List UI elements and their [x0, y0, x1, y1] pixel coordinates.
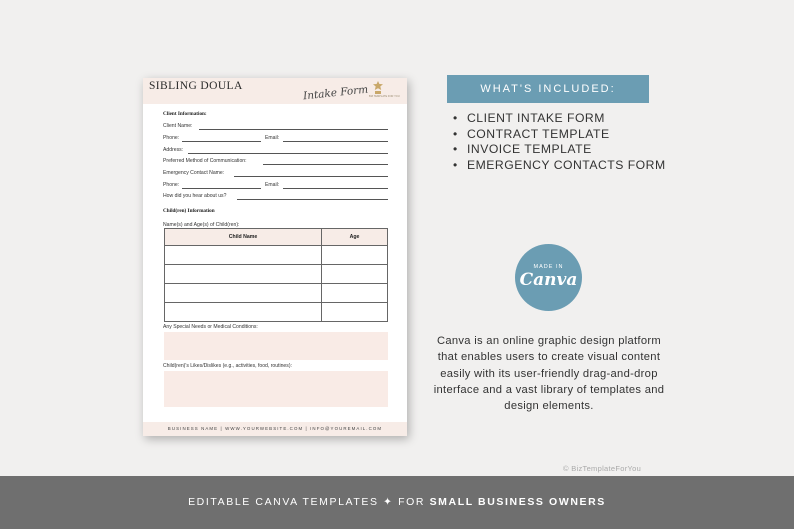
list-item-label: INVOICE TEMPLATE	[467, 142, 592, 156]
field-client-name: Client Name:	[163, 123, 193, 129]
watermark: © BizTemplateForYou	[563, 464, 642, 473]
children-section-title: Child(ren) Information	[163, 208, 215, 214]
field-email: Email:	[265, 135, 280, 141]
bullet-icon: •	[453, 126, 458, 141]
table-header-row	[165, 229, 388, 246]
line-emergency-contact	[234, 176, 388, 177]
table-header-age: Age	[322, 229, 388, 246]
list-item	[452, 127, 666, 143]
doc-header	[143, 78, 407, 104]
line-email-2	[283, 188, 388, 189]
list-item	[452, 111, 666, 127]
table-cell	[322, 303, 388, 322]
sparkle-icon: ✦	[383, 496, 394, 508]
list-item-label: CONTRACT TEMPLATE	[467, 126, 610, 141]
table-row	[165, 246, 388, 265]
banner-left: EDITABLE CANVA TEMPLATES	[188, 496, 379, 508]
field-preferred-method: Preferred Method of Communication:	[163, 158, 247, 164]
line-phone	[182, 141, 261, 142]
included-list	[452, 111, 666, 173]
logo-icon	[373, 81, 383, 95]
table-row	[165, 265, 388, 284]
line-address	[188, 153, 388, 154]
banner-mid: FOR	[398, 496, 426, 508]
doc-footer: BUSINESS NAME | WWW.YOURWEBSITE.COM | INFO@YOUREMAIL.COM	[143, 422, 407, 436]
included-heading: WHAT'S INCLUDED:	[447, 75, 649, 103]
canva-badge-top: MADE IN	[533, 264, 564, 270]
children-names-label: Name(s) and Age(s) of Child(ren):	[163, 222, 240, 228]
line-client-name	[199, 129, 388, 130]
field-phone: Phone:	[163, 135, 180, 141]
banner-bold: SMALL BUSINESS OWNERS	[429, 496, 606, 508]
table-cell	[165, 284, 322, 303]
table-cell	[165, 303, 322, 322]
bullet-icon: •	[453, 142, 458, 156]
table-cell	[322, 246, 388, 265]
field-email-2: Email:	[265, 182, 280, 188]
table-cell	[322, 265, 388, 284]
likes-box	[164, 371, 388, 407]
list-item	[452, 142, 666, 158]
likes-label: Child(ren)'s Likes/Dislikes (e.g., activities, food, routines):	[163, 363, 292, 369]
line-email	[283, 141, 388, 142]
table-header-child-name: Child Name	[165, 229, 322, 246]
doc-script-title: Intake Form	[302, 83, 369, 103]
table-cell	[165, 246, 322, 265]
doc-title: SIBLING DOULA	[149, 80, 243, 92]
bullet-icon: •	[453, 111, 458, 125]
list-item	[452, 158, 666, 174]
line-preferred-method	[263, 164, 388, 165]
children-table	[164, 228, 388, 322]
special-needs-label: Any Special Needs or Medical Conditions:	[163, 324, 258, 330]
field-hear-about: How did you hear about us?	[163, 193, 227, 199]
special-needs-box	[164, 332, 388, 360]
made-in-canva-badge	[515, 244, 582, 311]
intake-form-preview	[143, 78, 407, 436]
table-cell	[322, 284, 388, 303]
table-row	[165, 284, 388, 303]
line-hear-about	[237, 199, 388, 200]
bullet-icon: •	[453, 157, 458, 172]
field-emergency-contact: Emergency Contact Name:	[163, 170, 225, 176]
field-phone-2: Phone:	[163, 182, 180, 188]
line-phone-2	[182, 188, 261, 189]
table-cell	[165, 265, 322, 284]
table-row	[165, 303, 388, 322]
list-item-label: EMERGENCY CONTACTS FORM	[467, 157, 666, 172]
bottom-banner	[0, 476, 794, 529]
list-item-label: CLIENT INTAKE FORM	[467, 111, 605, 125]
field-address: Address:	[163, 147, 184, 153]
client-section-title: Client Information:	[163, 111, 207, 117]
canva-badge-word: Canva	[519, 270, 578, 290]
canva-description: Canva is an online graphic design platform that enables users to create visual content easily with its user-friendly drag-and-drop interface and a vast library of templates and design elements.	[433, 335, 665, 413]
logo-text: BIZ TEMPLATE FOR YOU	[369, 95, 400, 98]
